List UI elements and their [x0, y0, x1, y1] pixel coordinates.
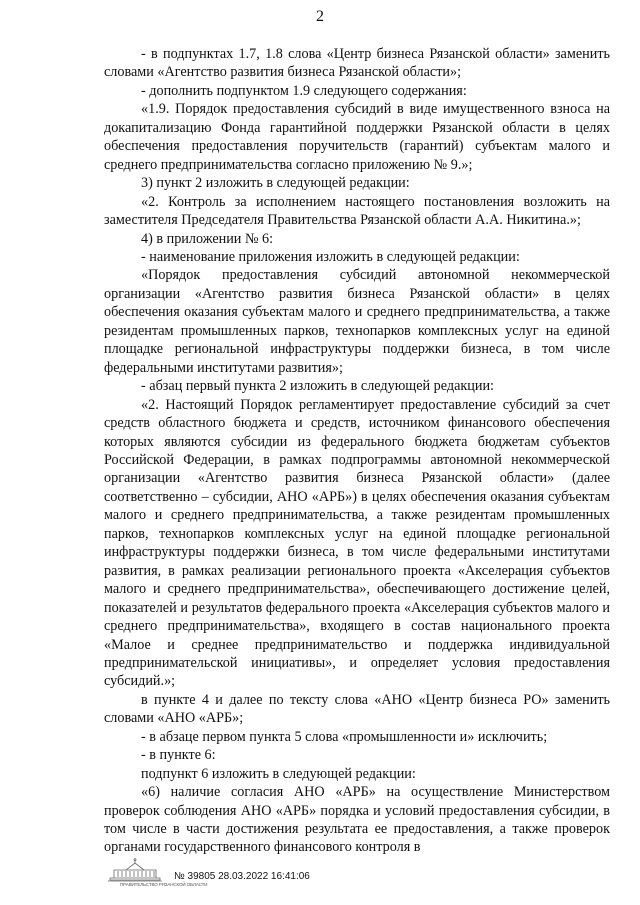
- stamp-caption: ПРАВИТЕЛЬСТВО РЯЗАНСКОЙ ОБЛАСТИ: [120, 882, 208, 887]
- paragraph: 3) пункт 2 изложить в следующей редакции:: [141, 175, 410, 192]
- paragraph: - в абзаце первом пункта 5 слова «промышленности и» исключить;: [141, 728, 548, 745]
- page-number: 2: [316, 8, 324, 25]
- paragraph: «Порядок предоставления субсидий автономной некоммерческой организации «Агентство развития бизнеса Рязанской области» в целях обеспечения оказания субъектам малого и среднего предпринимательства, а также резидентам промышленных парков, технопарков комплексных услуг на единой площадке региональной инфраструктуры поддержки бизнеса, в том числе федеральными институтами развития»;: [104, 267, 610, 376]
- paragraph: подпункт 6 изложить в следующей редакции:: [141, 765, 416, 782]
- document-footer: [106, 858, 406, 898]
- paragraph: «2. Контроль за исполнением настоящего постановления возложить на заместителя Председателя Правительства Рязанской области А.А. Никитина.»;: [104, 193, 610, 229]
- paragraph: - наименование приложения изложить в следующей редакции:: [141, 248, 520, 265]
- paragraph: 4) в приложении № 6:: [141, 230, 274, 247]
- paragraph: - в пункте 6:: [141, 747, 216, 764]
- paragraph: в пункте 4 и далее по тексту слова «АНО «Центр бизнеса РО» заменить словами «АНО «АРБ»;: [104, 691, 610, 727]
- paragraph: - дополнить подпунктом 1.9 следующего содержания:: [141, 82, 467, 99]
- paragraph: - в подпунктах 1.7, 1.8 слова «Центр бизнеса Рязанской области» заменить словами «Агентство развития бизнеса Рязанской области»;: [104, 46, 610, 81]
- paragraph: «1.9. Порядок предоставления субсидий в виде имущественного взноса на докапитализацию Фонда гарантийной поддержки Рязанской области в целях обеспечения предоставления поручительств (гарантий) субъектам малого и среднего предпринимательства согласно приложению № 9.»;: [104, 101, 610, 173]
- document-body: [104, 45, 610, 857]
- paragraph: «6) наличие согласия АНО «АРБ» на осуществление Министерством проверок соблюдения АНО «АРБ» порядка и условий предоставления субсидии, в том числе в части достижения результата ее предоставления, а также проверок органами государственного финансового контроля в: [104, 784, 610, 856]
- paragraph: «2. Настоящий Порядок регламентирует предоставление субсидий за счет средств областного бюджета и средств, источником финансового обеспечения которых являются субсидии из федерального бюджета бюджетам субъектов Российской Федерации, в рамках подпрограммы автономной некоммерческой организации «Агентство развития бизнеса Рязанской области» (далее соответственно – субсидии, АНО «АРБ») в целях обеспечения оказания субъектам малого и среднего предпринимательства, а также резидентам промышленных парков, технопарков комплексных услуг на единой площадке региональной инфраструктуры поддержки бизнеса, в том числе федеральными институтами развития, в рамках реализации регионального проекта «Акселерация субъектов малого и среднего предпринимательства», обеспечивающего достижение целей, показателей и результатов федерального проекта «Акселерация субъектов малого и среднего предпринимательства», входящего в состав национального проекта «Малое и среднее предпринимательство и поддержка индивидуальной предпринимательской инициативы», и определяет условия предоставления субсидий.»;: [104, 396, 610, 690]
- registration-number: № 39805 28.03.2022 16:41:06: [174, 871, 310, 882]
- paragraph: - абзац первый пункта 2 изложить в следующей редакции:: [141, 378, 494, 395]
